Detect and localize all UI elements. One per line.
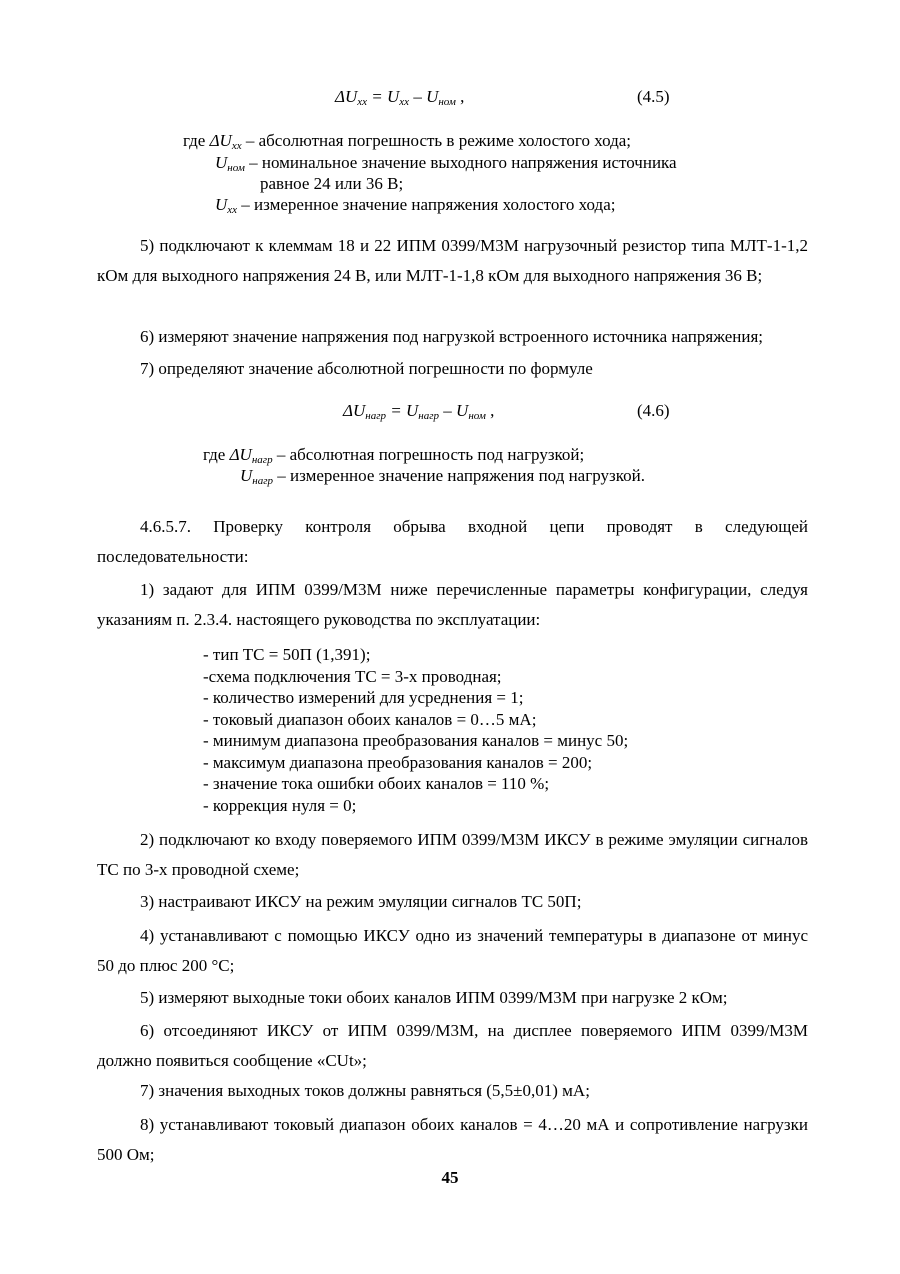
where-line: где $\Delta U_{хх}$ – абсолютная погрешность в режиме холостого хода; [183,131,632,152]
where-line: равное 24 или 36 В; [260,174,404,193]
where-line: $U_{нагр}$ – измеренное значение напряжения под нагрузкой. [240,466,645,487]
paragraph-step-6: 6) измеряют значение напряжения под нагрузкой встроенного источника напряжения; [140,327,763,346]
paragraph-step-4: 4) устанавливают с помощью ИКСУ одно из значений температуры в диапазоне от минус 50 до плюс 200 °С; [97,926,808,975]
paragraph-step-2: 2) подключают ко входу поверяемого ИПМ 0399/М3М ИКСУ в режиме эмуляции сигналов ТС по 3-х проводной схеме; [97,830,808,879]
paragraph-step-7: 7) определяют значение абсолютной погрешности по формуле [140,359,593,378]
list-item: - коррекция нуля = 0; [203,795,357,815]
list-item: - минимум диапазона преобразования каналов = минус 50; [203,731,629,750]
paragraph-step-7b: 7) значения выходных токов должны равняться (5,5±0,01) мА; [140,1081,590,1100]
config-list [203,644,628,816]
formula-4-5: $\Delta U_{хх} = U_{хх} - U_{ном}$ , [335,87,465,108]
list-item: - количество измерений для усреднения = 1; [203,688,524,707]
where-line: $U_{ном}$ – номинальное значение выходного напряжения источника [215,153,677,174]
list-item: - токовый диапазон обоих каналов = 0…5 мА; [203,709,537,729]
list-item: - тип ТС = 50П (1,391); [203,645,371,664]
list-item: - максимум диапазона преобразования каналов = 200; [203,752,593,772]
paragraph-step-6b: 6) отсоединяют ИКСУ от ИПМ 0399/М3М, на дисплее поверяемого ИПМ 0399/М3М должно появиться сообщение «CUt»; [97,1021,808,1070]
paragraph-step-5b: 5) измеряют выходные токи обоих каналов ИПМ 0399/М3М при нагрузке 2 кОм; [140,988,728,1007]
where-line: где $\Delta U_{нагр}$ – абсолютная погрешность под нагрузкой; [203,445,585,466]
equation-number-4-5: (4.5) [637,87,670,106]
equation-number-4-6: (4.6) [637,401,670,420]
list-item: - значение тока ошибки обоих каналов = 110 %; [203,774,550,793]
list-item: -схема подключения ТС = 3-х проводная; [203,666,502,686]
paragraph-step-1: 1) задают для ИПМ 0399/М3М ниже перечисленные параметры конфигурации, следуя указаниям п. 2.3.4. настоящего руководства по эксплуатации: [97,580,808,629]
paragraph-step-5: 5) подключают к клеммам 18 и 22 ИПМ 0399/М3М нагрузочный резистор типа МЛТ-1-1,2 кОм для выходного напряжения 24 В, или МЛТ-1-1,8 кОм для выходного напряжения 36 В; [97,236,808,285]
paragraph-step-8: 8) устанавливают токовый диапазон обоих каналов = 4…20 мА и сопротивление нагрузки 500 Ом; [97,1115,808,1164]
section-4-6-5-7: 4.6.5.7. Проверку контроля обрыва входной цепи проводят в следующей последовательности: [97,517,808,566]
where-line: $U_{хх}$ – измеренное значение напряжения холостого хода; [215,195,616,216]
page-number: 45 [441,1168,459,1187]
formula-4-6: $\Delta U_{нагр} = U_{нагр} - U_{ном}$ , [343,401,495,422]
paragraph-step-3: 3) настраивают ИКСУ на режим эмуляции сигналов ТС 50П; [140,892,582,911]
